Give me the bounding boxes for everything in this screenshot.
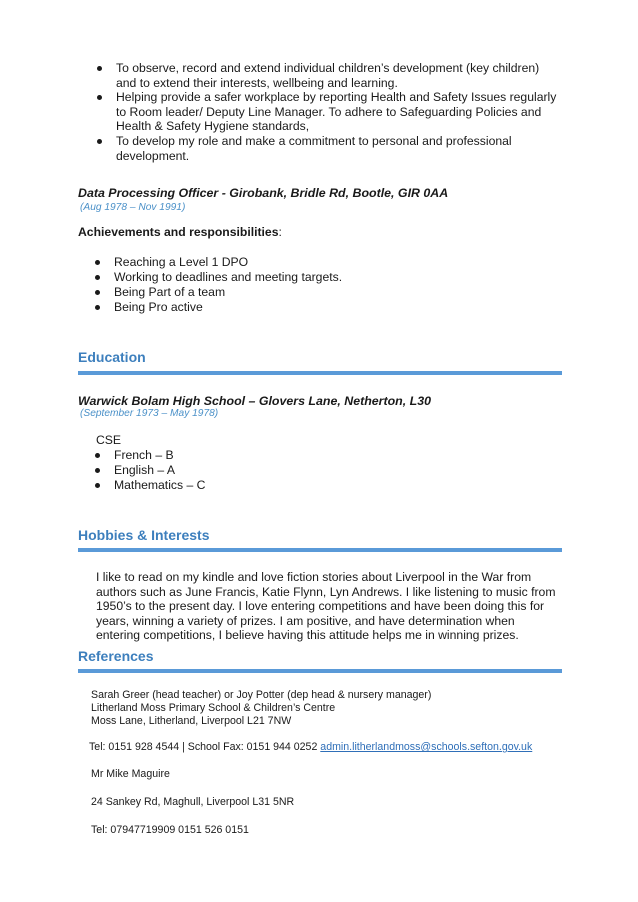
bullet-icon xyxy=(95,260,100,265)
reference-1-line-2: Litherland Moss Primary School & Children’s Centre xyxy=(91,702,336,714)
reference-1-email-link[interactable]: admin.litherlandmoss@schools.sefton.gov.uk xyxy=(320,741,533,753)
bullet-icon xyxy=(95,453,100,458)
achievements-heading xyxy=(78,225,282,240)
bullet-icon xyxy=(97,95,102,100)
list-item-text: Working to deadlines and meeting targets. xyxy=(114,270,343,285)
achievements-colon: : xyxy=(278,225,282,239)
section-divider xyxy=(78,548,562,552)
list-item-text: Mathematics – C xyxy=(114,478,206,493)
section-divider xyxy=(78,669,562,673)
reference-1-line-1: Sarah Greer (head teacher) or Joy Potter (dep head & nursery manager) xyxy=(91,689,432,701)
hobbies-heading: Hobbies & Interests xyxy=(78,527,210,543)
reference-2-name: Mr Mike Maguire xyxy=(91,768,170,780)
bullet-icon xyxy=(95,305,100,310)
list-item-text: Reaching a Level 1 DPO xyxy=(114,255,249,269)
achievements-list xyxy=(114,255,554,315)
list-item xyxy=(116,90,562,134)
list-item xyxy=(114,255,554,270)
list-item xyxy=(114,300,554,315)
school-dates: (September 1973 – May 1978) xyxy=(80,408,219,419)
bullet-icon xyxy=(95,483,100,488)
bullet-icon xyxy=(95,290,100,295)
list-item-text: English – A xyxy=(114,463,175,478)
reference-1-contact xyxy=(89,741,532,754)
school-title: Warwick Bolam High School – Glovers Lane, Netherton, L30 xyxy=(78,394,431,408)
duties-list xyxy=(116,61,562,163)
references-heading: References xyxy=(78,648,154,664)
list-item-text: Being Pro active xyxy=(114,300,203,315)
list-item-text: To observe, record and extend individual children’s development (key children) and to extend their interests, wellbeing and learning. xyxy=(116,61,540,90)
list-item xyxy=(116,61,562,90)
hobbies-text: I like to read on my kindle and love fiction stories about Liverpool in the War from authors such as June Francis, Katie Flynn, Lyn Andrews. I like listening to music from 1950’s to the present day. I love entering competitions and have been doing this for years, winning a variety of prizes. I am positive, and have determination when entering competitions, I believe having this attitude helps me in winning prizes. xyxy=(96,570,556,643)
list-item xyxy=(114,478,414,493)
list-item xyxy=(114,448,414,463)
list-item xyxy=(114,270,554,285)
job-title: Data Processing Officer - Girobank, Bridle Rd, Bootle, GIR 0AA xyxy=(78,186,449,200)
subjects-list xyxy=(114,448,414,493)
education-heading: Education xyxy=(78,349,146,365)
bullet-icon xyxy=(95,275,100,280)
reference-2-tel: Tel: 07947719909 0151 526 0151 xyxy=(91,824,249,836)
bullet-icon xyxy=(95,468,100,473)
list-item-text: French – B xyxy=(114,448,174,462)
list-item xyxy=(116,134,562,163)
section-divider xyxy=(78,371,562,375)
list-item-text: Being Part of a team xyxy=(114,285,226,300)
job-dates: (Aug 1978 – Nov 1991) xyxy=(80,202,186,213)
list-item xyxy=(114,463,414,478)
reference-1-line-3: Moss Lane, Litherland, Liverpool L21 7NW xyxy=(91,715,292,727)
list-item-text: Helping provide a safer workplace by reporting Health and Safety Issues regularly to Room leader/ Deputy Line Manager. To adhere to Safeguarding Policies and Health & Safety Hygiene standards, xyxy=(116,90,557,134)
bullet-icon xyxy=(97,139,102,144)
achievements-label: Achievements and responsibilities xyxy=(78,225,279,239)
qualification-label: CSE xyxy=(96,433,122,447)
bullet-icon xyxy=(97,66,102,71)
list-item xyxy=(114,285,554,300)
reference-2-address: 24 Sankey Rd, Maghull, Liverpool L31 5NR xyxy=(91,796,295,808)
list-item-text: To develop my role and make a commitment to personal and professional development. xyxy=(116,133,512,163)
reference-1-tel: Tel: 0151 928 4544 | School Fax: 0151 944 0252 xyxy=(89,741,318,753)
